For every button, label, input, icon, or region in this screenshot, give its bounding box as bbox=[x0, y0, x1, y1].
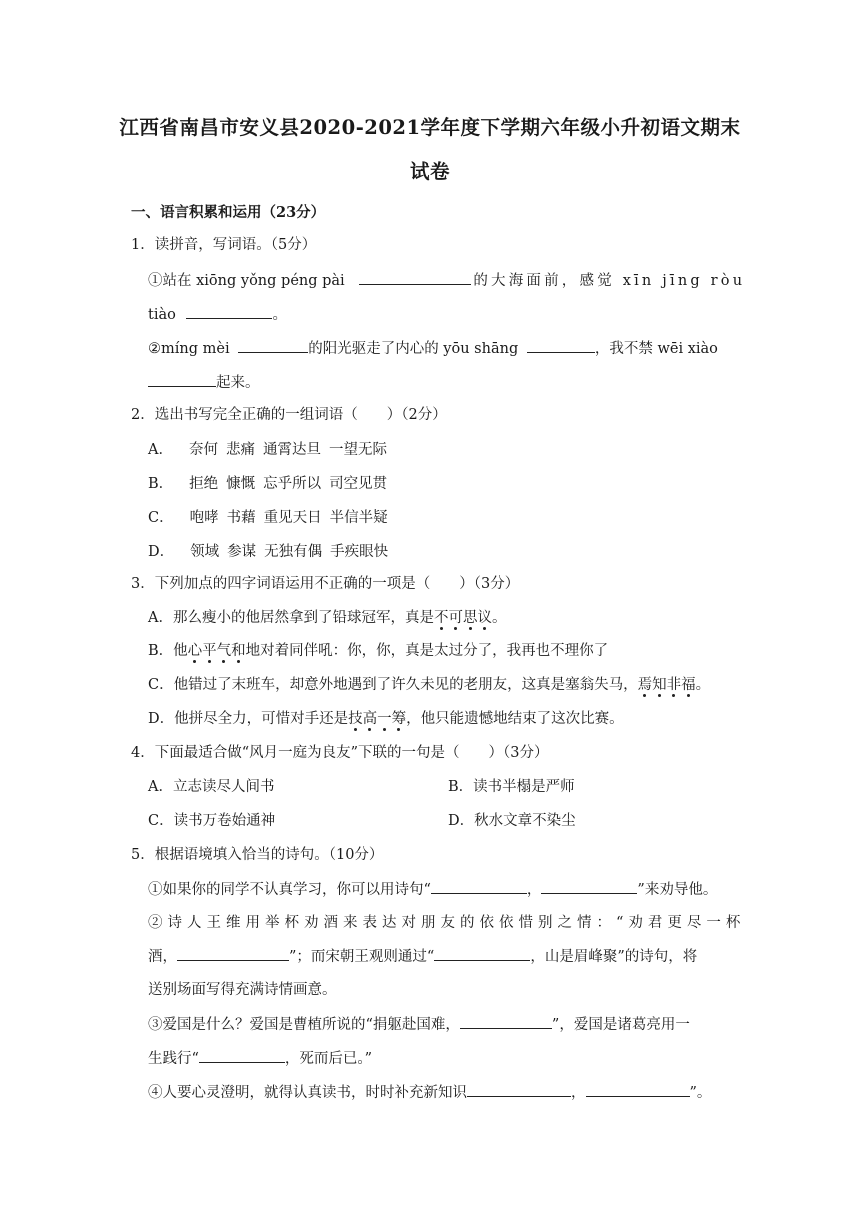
question-5-item-2-cont bbox=[148, 946, 697, 967]
option-text: B．他 bbox=[148, 643, 188, 659]
answer-blank[interactable] bbox=[586, 1082, 690, 1097]
answer-blank[interactable] bbox=[359, 270, 471, 285]
question-5-item-2 bbox=[148, 913, 745, 933]
question-1-stem: 1．读拼音，写词语。（5分） bbox=[131, 237, 317, 253]
q5-text: 生践行“ bbox=[148, 1051, 199, 1067]
q1-item1-text-c: tiào bbox=[148, 307, 176, 323]
q1-item2-text-a: ②míng mèi bbox=[148, 341, 230, 357]
option-text: 。 bbox=[695, 677, 711, 693]
option-word: 半信半疑 bbox=[329, 510, 388, 526]
question-3-stem: 3．下列加点的四字词语运用不正确的一项是（ ）（3分） bbox=[131, 576, 520, 592]
q5-text: ④人要心灵澄明，就得认真读书，时时补充新知识 bbox=[148, 1085, 467, 1101]
answer-blank[interactable] bbox=[238, 338, 308, 353]
question-3-option-a bbox=[148, 608, 506, 628]
answer-blank[interactable] bbox=[431, 879, 527, 894]
option-word: 手疾眼快 bbox=[330, 544, 389, 560]
answer-blank[interactable] bbox=[177, 946, 289, 961]
option-label: D． bbox=[148, 544, 175, 560]
option-word: 悲痛 bbox=[225, 442, 255, 458]
option-text: A．那么瘦小的他居然拿到了铅球冠军，真是 bbox=[148, 610, 434, 626]
option-text: C．他错过了末班车，却意外地遇到了许久未见的老朋友，这真是塞翁失马， bbox=[148, 677, 638, 693]
option-word: 司空见贯 bbox=[329, 476, 388, 492]
q1-item2-text-b: 的阳光驱走了内心的 yōu shāng bbox=[308, 341, 519, 357]
section-heading: 一、语言积累和运用（23分） bbox=[131, 204, 326, 221]
question-4-option-d: D．秋水文章不染尘 bbox=[448, 813, 576, 829]
emphasis-dot-char: 思 bbox=[462, 610, 478, 626]
question-4-option-b: B．读书半榻是严师 bbox=[448, 779, 575, 795]
option-word: 一望无际 bbox=[328, 442, 387, 458]
q5-text: ，山是眉峰聚”的诗句，将 bbox=[530, 949, 698, 965]
question-1-item-1-cont bbox=[148, 304, 287, 325]
emphasis-dot-char: 福 bbox=[681, 677, 696, 693]
q5-text: ”。 bbox=[689, 1085, 712, 1101]
option-word: 忘乎所以 bbox=[263, 476, 322, 492]
q1-item2-text-d: 起来。 bbox=[216, 375, 260, 391]
option-text: ，他只能遗憾地结束了这次比赛。 bbox=[406, 711, 624, 727]
option-word: 奈何 bbox=[188, 442, 218, 458]
q5-text: ②诗人王维用举杯劝酒来表达对朋友的依依惜别之情：“劝君更尽一杯 bbox=[148, 915, 746, 931]
q5-text: ，死而后已。” bbox=[284, 1051, 373, 1067]
option-word: 慷慨 bbox=[226, 476, 256, 492]
emphasis-dot-char: 可 bbox=[448, 610, 463, 626]
question-3-option-b bbox=[148, 641, 608, 661]
q5-text: ③爱国是什么？爱国是曹植所说的“捐躯赴国难， bbox=[148, 1017, 460, 1033]
option-label: A． bbox=[148, 442, 173, 458]
option-text: D．他拼尽全力，可惜对手还是 bbox=[148, 711, 349, 727]
dotted-phrase bbox=[188, 643, 246, 659]
emphasis-dot-char: 气 bbox=[216, 643, 232, 659]
q5-text: ①如果你的同学不认真学习，你可以用诗句“ bbox=[148, 882, 431, 898]
question-2-option-c bbox=[148, 508, 388, 528]
dotted-phrase bbox=[348, 711, 406, 727]
page-title: 江西省南昌市安义县2020-2021学年度下学期六年级小升初语文期末 bbox=[119, 116, 741, 139]
emphasis-dot-char: 议 bbox=[477, 610, 492, 626]
option-label: C． bbox=[148, 510, 174, 526]
q5-text: 酒， bbox=[148, 949, 177, 965]
emphasis-dot-char: 筹 bbox=[391, 711, 407, 727]
option-word: 通霄达旦 bbox=[262, 442, 321, 458]
question-3-option-d bbox=[148, 709, 624, 729]
q1-item1-text-d: 。 bbox=[272, 307, 287, 323]
answer-blank[interactable] bbox=[527, 338, 595, 353]
dotted-phrase bbox=[638, 677, 696, 693]
answer-blank[interactable] bbox=[467, 1082, 571, 1097]
option-word: 领域 bbox=[190, 544, 220, 560]
option-word: 重见天日 bbox=[263, 510, 322, 526]
answer-blank[interactable] bbox=[148, 372, 216, 387]
option-label: B． bbox=[148, 476, 174, 492]
emphasis-dot-char: 高 bbox=[362, 711, 378, 727]
q1-item1-text-b: 的大海面前，感觉 xīn jīng ròu bbox=[473, 273, 746, 289]
question-4-option-a: A．立志读尽人间书 bbox=[148, 779, 275, 795]
question-5-item-2-end: 送别场面写得充满诗情画意。 bbox=[148, 982, 337, 998]
question-2-option-d bbox=[148, 542, 388, 562]
question-2-option-b bbox=[148, 474, 387, 494]
emphasis-dot-char: 心 bbox=[187, 643, 203, 659]
q1-item2-text-c: ，我不禁 wēi xiào bbox=[594, 341, 718, 357]
emphasis-dot-char: 焉 bbox=[637, 677, 653, 693]
question-1-item-2 bbox=[148, 338, 718, 359]
q5-text: ， bbox=[526, 882, 542, 898]
option-word: 咆哮 bbox=[189, 510, 219, 526]
question-4-stem: 4．下面最适合做“风月一庭为良友”下联的一句是（ ）（3分） bbox=[131, 745, 549, 761]
emphasis-dot-char: 一 bbox=[377, 711, 392, 727]
option-word: 参谋 bbox=[227, 544, 257, 560]
emphasis-dot-char: 知 bbox=[652, 677, 667, 693]
question-2-stem: 2．选出书写完全正确的一组词语（ ）（2分） bbox=[131, 407, 447, 423]
question-4-option-c: C．读书万卷始通神 bbox=[148, 813, 276, 829]
q1-item1-text-a: ①站在 xiōng yǒng péng pài bbox=[148, 273, 345, 289]
option-word: 拒绝 bbox=[189, 476, 219, 492]
q5-text: ”；而宋朝王观则通过“ bbox=[289, 949, 435, 965]
answer-blank[interactable] bbox=[541, 879, 637, 894]
question-5-stem: 5．根据语境填入恰当的诗句。（10分） bbox=[131, 847, 384, 863]
q5-text: ”，爱国是诸葛亮用一 bbox=[551, 1017, 690, 1033]
question-1-item-1 bbox=[148, 270, 745, 291]
question-5-item-3 bbox=[148, 1014, 690, 1035]
option-text: 。 bbox=[491, 610, 507, 626]
question-5-item-3-cont bbox=[148, 1048, 372, 1069]
answer-blank[interactable] bbox=[434, 946, 530, 961]
emphasis-dot-char: 非 bbox=[666, 677, 682, 693]
question-5-item-4 bbox=[148, 1082, 711, 1103]
q5-text: ， bbox=[571, 1085, 586, 1101]
option-word: 无独有偶 bbox=[264, 544, 323, 560]
option-word: 书藉 bbox=[226, 510, 256, 526]
emphasis-dot-char: 平 bbox=[202, 643, 217, 659]
emphasis-dot-char: 不 bbox=[433, 610, 449, 626]
option-text: 地对着同伴吼：你，你，真是太过分了，我再也不理你了 bbox=[245, 643, 609, 659]
question-1-item-2-cont bbox=[148, 372, 260, 393]
answer-blank[interactable] bbox=[186, 304, 272, 319]
answer-blank[interactable] bbox=[199, 1048, 285, 1063]
question-5-item-1 bbox=[148, 879, 717, 900]
dotted-phrase bbox=[434, 610, 492, 626]
question-2-option-a bbox=[148, 440, 387, 460]
page-title-continued: 试卷 bbox=[409, 160, 450, 183]
question-3-option-c bbox=[148, 675, 710, 695]
emphasis-dot-char: 和 bbox=[231, 643, 246, 659]
q5-text: ”来劝导他。 bbox=[637, 882, 718, 898]
emphasis-dot-char: 技 bbox=[348, 711, 363, 727]
answer-blank[interactable] bbox=[460, 1014, 552, 1029]
